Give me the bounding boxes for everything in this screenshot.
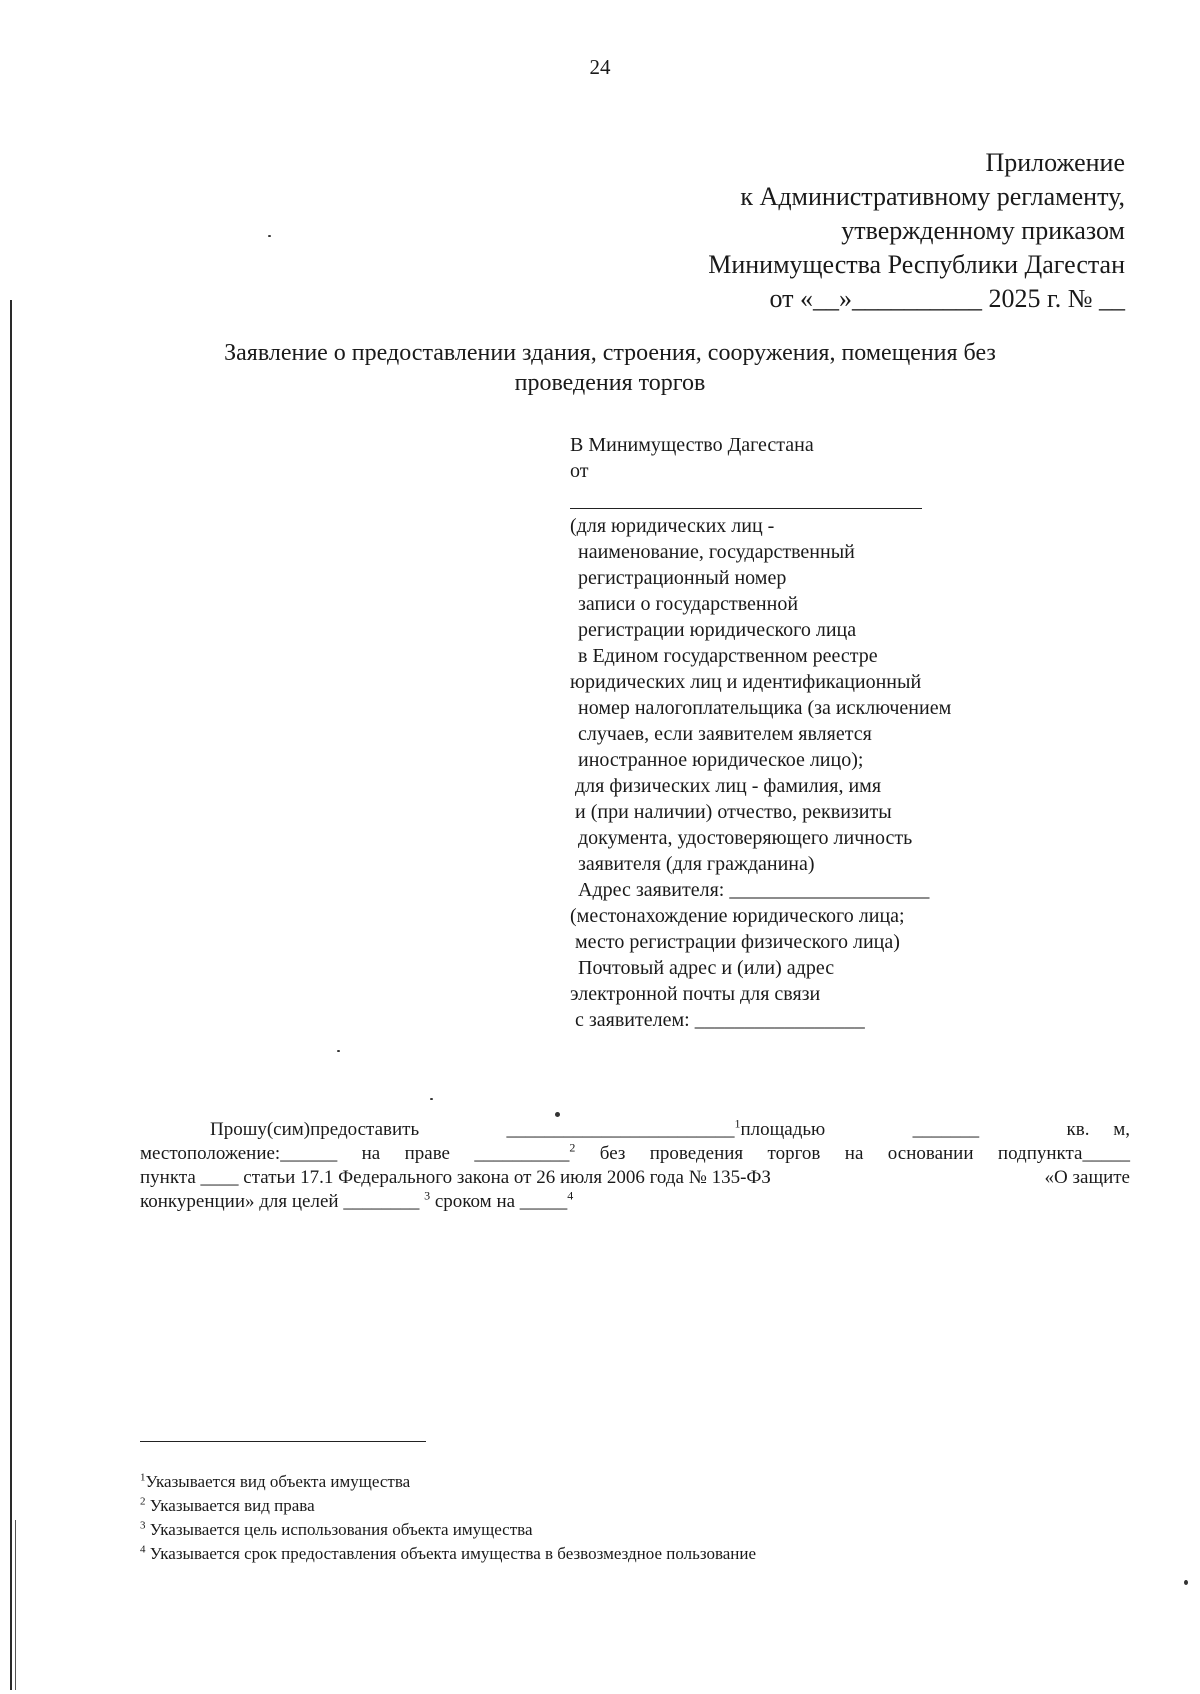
footnote-separator: [140, 1441, 426, 1442]
addressee-line: регистрации юридического лица: [578, 619, 857, 641]
addressee-line: документа, удостоверяющего личность: [578, 827, 913, 849]
addressee-line: записи о государственной: [578, 593, 799, 615]
scan-margin-line: [10, 300, 12, 1690]
title-line: проведения торгов: [514, 370, 706, 396]
appendix-header: [708, 146, 1125, 316]
document-title: [120, 338, 1100, 398]
addressee-line: наименование, государственный: [578, 541, 855, 563]
title-line: Заявление о предоставлении здания, строения, сооружения, помещения без: [224, 340, 996, 366]
addressee-line: юридических лиц и идентификационный: [570, 671, 922, 693]
addressee-line: иностранное юридическое лицо);: [578, 749, 864, 771]
addressee-line: (для юридических лиц -: [570, 515, 775, 537]
appendix-line: утвержденному приказом: [841, 216, 1125, 245]
addressee-line: место регистрации физического лица): [575, 931, 900, 953]
page-number: 24: [589, 55, 611, 79]
addressee-line: для физических лиц - фамилия, имя: [575, 775, 882, 797]
footnote: $^3$ Указывается цель использования объекта имущества: [140, 1519, 533, 1539]
scan-speck: [268, 235, 271, 237]
scan-margin-line: [15, 1520, 16, 1690]
contact-line: с заявителем: _________________: [575, 1009, 865, 1031]
addressee-line: случаев, если заявителем является: [578, 723, 872, 745]
appendix-line: к Административному регламенту,: [740, 182, 1125, 211]
footnote-ref: 4: [567, 1188, 574, 1203]
addressee-line: заявителя (для гражданина): [578, 853, 815, 875]
footnote-ref: 3: [424, 1188, 431, 1203]
request-paragraph: [140, 1118, 1130, 1214]
addressee-line: в Едином государственном реестре: [578, 645, 878, 667]
footnote-ref: 1: [734, 1116, 741, 1131]
addressee-line: Почтовый адрес и (или) адрес: [578, 957, 835, 979]
footnote: $^2$ Указывается вид права: [140, 1495, 315, 1515]
addressee-line: (местонахождение юридического лица;: [570, 905, 905, 927]
applicant-name-line: [570, 484, 922, 509]
appendix-line: от «__»__________ 2025 г. № __: [769, 284, 1125, 313]
addressee-from: от: [570, 460, 589, 482]
request-line: Прошу(сим)предоставить ________________________$^1$площадью _______ кв. м,: [210, 1116, 1130, 1140]
addressee-line: номер налогоплательщика (за исключением: [578, 697, 952, 719]
appendix-line: Приложение: [985, 148, 1125, 177]
scan-speck: [1184, 1580, 1188, 1585]
footnote-ref: 2: [569, 1140, 576, 1155]
addressee-line: регистрационный номер: [578, 567, 787, 589]
addressee-line: и (при наличии) отчество, реквизиты: [575, 801, 892, 823]
request-line: пункта ____ статьи 17.1 Федерального закона от 26 июля 2006 года № 135-ФЗ «О защите: [140, 1167, 1130, 1188]
scan-speck: [430, 1098, 433, 1100]
footnote: $^1$Указывается вид объекта имущества: [140, 1471, 411, 1491]
scan-speck: [555, 1112, 560, 1117]
addressee-block: [570, 432, 1090, 1033]
addressee-to: В Минимущество Дагестана: [570, 434, 814, 456]
appendix-line: Минимущества Республики Дагестан: [708, 250, 1125, 279]
request-line: местоположение:______ на праве __________$^2$ без проведения торгов на основании подпункта_____: [140, 1140, 1130, 1164]
footnotes: [140, 1470, 756, 1566]
request-line: конкуренции» для целей ________ $^3$ сроком на _____$^4$: [140, 1188, 574, 1212]
scan-speck: [337, 1050, 340, 1052]
footnote: $^4$ Указывается срок предоставления объекта имущества в безвозмездное пользование: [140, 1543, 757, 1563]
applicant-address-line: Адрес заявителя: ____________________: [578, 879, 930, 901]
addressee-line: электронной почты для связи: [570, 983, 821, 1005]
